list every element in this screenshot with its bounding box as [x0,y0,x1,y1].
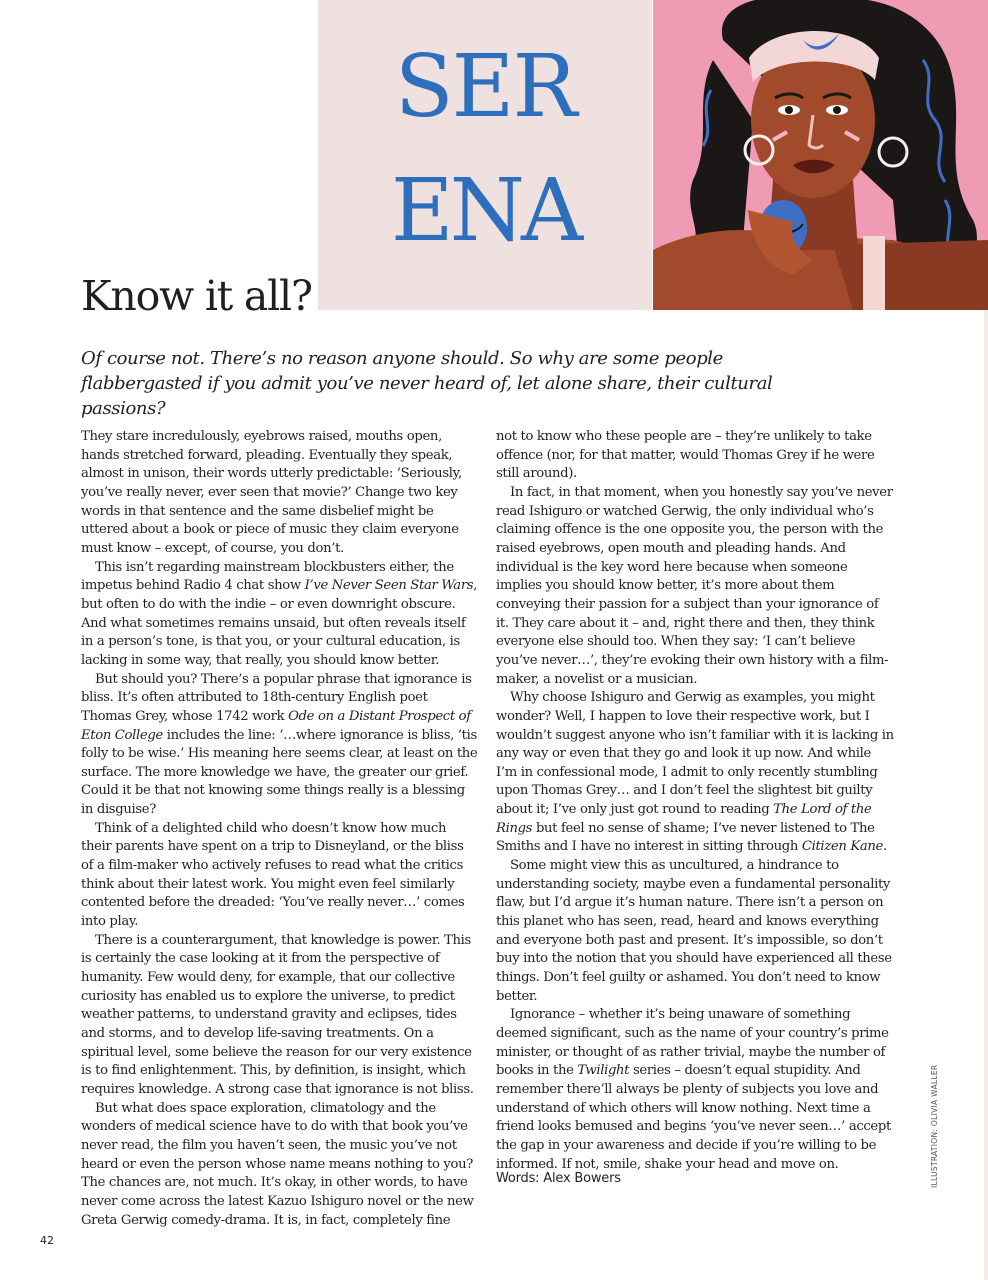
body-paragraph: not to know who these people are – they’re unlikely to take offence (nor, for that matter, would Thomas Grey if he were still around). [496,429,875,482]
body-paragraph: This isn’t regarding mainstream blockbusters either, the impetus behind Radio 4 chat show I’ve Never Seen Star Wars, but often to do with the indie – or even downright obscure. And what sometimes remains unsaid, but often reveals itself in a person’s tone, is that you, or your cultural education, is lacking in some way, that really, you should know better. [81,559,478,668]
page-number: 42 [40,1234,54,1247]
body-paragraph: Think of a delighted child who doesn’t know how much their parents have spent on a trip to Disneyland, or the bliss of a film-maker who actively refuses to read what the critics think about their latest work. You might even feel similarly contented before the dreaded: ‘You’ve really never…’ comes into play. [81,820,465,930]
body-column-right [496,428,894,1174]
portrait-illustration-icon [653,0,988,310]
illustration-credit: ILLUSTRATION: OLIVIA WALLER [930,1064,939,1188]
page-edge-strip [984,310,988,1280]
portrait-illustration [653,0,988,310]
body-column-left [81,428,479,1230]
body-paragraph: But what does space exploration, climatology and the wonders of medical science have to do with that book you’ve never read, the film you haven’t seen, the music you’ve not heard or even the person whose name means nothing to you? The chances are, not much. It’s okay, in other words, to have never come across the latest Kazuo Ishiguro novel or the new Greta Gerwig comedy-drama. It is, in fact, completely fine [81,1100,474,1228]
headline: Know it all? [81,272,312,320]
serena-lettering [318,0,652,310]
body-paragraph: In fact, in that moment, when you honestly say you’ve never read Ishiguro or watched Gerwig, the only individual who’s claiming offence is the one opposite you, the person with the raised eyebrows, open mouth and pleading hands. And individual is the key word here because when someone implies you should know better, it’s more about them conveying their passion for a subject than your ignorance of it. They care about it – and, right there and then, they think everyone else should too. When they say: ‘I can’t believe you’ve never…’, they’re evoking their own history with a film-maker, a novelist or a musician. [496,484,893,687]
serena-lettering-panel [318,0,652,310]
body-paragraph: There is a counterargument, that knowledge is power. This is certainly the case looking at it from the perspective of humanity. Few would deny, for example, that our collective curiosity has enabled us to explore the universe, to predict weather patterns, to understand gravity and eclipses, tides and storms, and to develop life-saving treatments. On a spiritual level, some believe the reason for our very existence is to find enlightenment. This, by definition, is insight, which requires knowledge. A strong case that ignorance is not bliss. [81,932,474,1097]
lettering-line-1: SER [394,37,576,137]
standfirst: Of course not. There’s no reason anyone should. So why are some people flabbergasted if you admit you’ve never heard of, let alone share, their cultural passions? [81,348,773,419]
body-paragraph: Some might view this as uncultured, a hindrance to understanding society, maybe even a fundamental personality flaw, but I’d argue it’s human nature. There isn’t a person on this planet who has seen, read, heard and knows everything and everyone both past and present. It’s impossible, so don’t buy into the notion that you should have experienced all these things. Don’t feel guilty or ashamed. You don’t need to know better. [496,858,892,1004]
body-paragraph: Ignorance – whether it’s being unaware of something deemed significant, such as the name of your country’s prime minister, or thought of as rather trivial, maybe the number of books in the Twilight series – doesn’t equal stupidity. And remember there’ll always be plenty of subjects you love and understand of which others will know nothing. Next time a friend looks bemused and begins ‘you’ve never seen…’ accept the gap in your awareness and decide if you’re willing to be informed. If not, smile, shake your head and move on. [496,1007,891,1172]
body-paragraph: Why choose Ishiguro and Gerwig as examples, you might wonder? Well, I happen to love their respective work, but I wouldn’t suggest anyone who isn’t familiar with it is lacking in any way or even that they go and look it up now. And while I’m in confessional mode, I admit to only recently stumbling upon Thomas Grey… and I don’t feel the slightest bit guilty about it; I’ve only just got round to reading The Lord of the Rings but feel no sense of shame; I’ve never listened to The Smiths and I have no interest in sitting through Citizen Kane. [496,690,894,855]
body-paragraph: But should you? There’s a popular phrase that ignorance is bliss. It’s often attributed to 18th-century English poet Thomas Grey, whose 1742 work Ode on a Distant Prospect of Eton College includes the line: ‘…where ignorance is bliss, ’tis folly to be wise.’ His meaning here seems clear, at least on the surface. The more knowledge we have, the greater our grief. Could it be that not knowing some things really is a blessing in disguise? [81,671,478,818]
byline: Words: Alex Bowers [496,1171,621,1186]
body-paragraph: They stare incredulously, eyebrows raised, mouths open, hands stretched forward, pleading. Eventually they speak, almost in unison, their words utterly predictable: ‘Seriously, you’ve really never, ever seen that movie?’ Change two key words in that sentence and the same disbelief might be uttered about a book or piece of music they claim everyone must know – except, of course, you don’t. [81,429,462,556]
lettering-line-2: ENA [390,161,580,261]
